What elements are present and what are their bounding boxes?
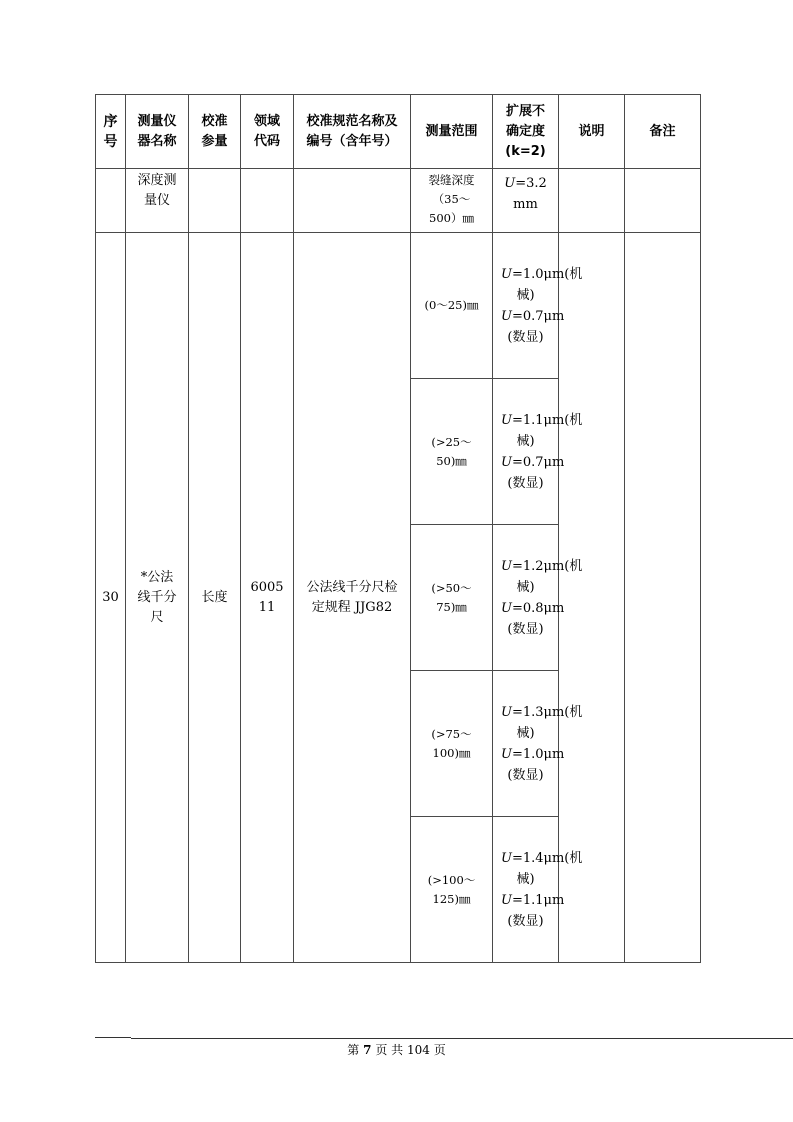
cell-uncertainty	[493, 233, 583, 379]
u-symbol: U	[501, 454, 512, 470]
cell-remark-empty	[625, 233, 701, 963]
cell-instrument: *公法线千分尺	[126, 233, 189, 963]
cell-spec: 公法线千分尺检定规程 JJG82	[294, 233, 411, 963]
cell-field-code: 600511	[241, 233, 294, 963]
cell-spec-empty	[294, 169, 411, 233]
table-row-continued	[96, 169, 701, 233]
page-suffix: 页	[433, 1043, 446, 1057]
u-symbol: U	[501, 892, 512, 908]
cell-range: (>50～75)㎜	[411, 525, 493, 671]
cell-seq-empty	[96, 169, 126, 233]
cell-remark-empty	[625, 169, 701, 233]
page-middle: 页 共	[375, 1043, 404, 1057]
calibration-table	[95, 94, 701, 963]
table-row-30-a	[96, 233, 701, 379]
cell-instrument: 深度测量仪	[126, 169, 189, 233]
u-symbol: U	[501, 704, 512, 720]
u-symbol: U	[501, 746, 512, 762]
u-symbol: U	[504, 176, 516, 191]
uncertainty-digital: =0.7μm (数显)	[507, 308, 565, 345]
cell-field-code-empty	[241, 169, 294, 233]
header-uncertainty: 扩展不确定度(k=2)	[493, 95, 559, 169]
cell-range: (>25～50)㎜	[411, 379, 493, 525]
header-parameter: 校准参量	[189, 95, 241, 169]
cell-uncertainty	[493, 525, 583, 671]
u-symbol: U	[501, 412, 512, 428]
footer-divider-left	[95, 1037, 131, 1038]
cell-uncertainty	[493, 379, 583, 525]
cell-range: (>75～100)㎜	[411, 671, 493, 817]
header-spec: 校准规范名称及编号（含年号）	[294, 95, 411, 169]
uncertainty-digital: =1.0μm (数显)	[507, 746, 565, 783]
u-symbol: U	[501, 266, 512, 282]
cell-parameter: 长度	[189, 233, 241, 963]
header-row	[96, 95, 701, 169]
cell-range	[411, 169, 493, 233]
uncertainty-digital: =0.8μm (数显)	[507, 600, 565, 637]
page-prefix: 第	[347, 1043, 360, 1057]
cell-uncertainty	[493, 817, 583, 963]
header-note: 说明	[559, 95, 625, 169]
header-remark: 备注	[625, 95, 701, 169]
uncertainty-digital: =0.7μm (数显)	[507, 454, 565, 491]
page-number	[0, 1041, 793, 1058]
u-symbol: U	[501, 558, 512, 574]
header-field-code: 领域代码	[241, 95, 294, 169]
range-text: 裂缝深度（35～500）㎜	[428, 173, 475, 225]
uncertainty-mech: =1.0μm(机械)	[511, 266, 583, 303]
cell-uncertainty	[493, 671, 583, 817]
u-symbol: U	[501, 600, 512, 616]
cell-uncertainty	[493, 169, 559, 233]
uncertainty-digital: =1.1μm (数显)	[507, 892, 565, 929]
uncertainty-mech: =1.1μm(机械)	[511, 412, 583, 449]
page-total: 104	[406, 1043, 430, 1057]
u-symbol: U	[501, 850, 512, 866]
header-range: 测量范围	[411, 95, 493, 169]
header-instrument: 测量仪器名称	[126, 95, 189, 169]
uncertainty-mech: =1.2μm(机械)	[511, 558, 583, 595]
u-symbol: U	[501, 308, 512, 324]
cell-range: (>100～125)㎜	[411, 817, 493, 963]
cell-seq: 30	[96, 233, 126, 963]
footer-divider	[131, 1038, 793, 1039]
uncertainty-value: =3.2 mm	[513, 176, 547, 212]
uncertainty-mech: =1.3μm(机械)	[511, 704, 583, 741]
page-current: 7	[363, 1043, 372, 1057]
header-seq: 序号	[96, 95, 126, 169]
cell-parameter-empty	[189, 169, 241, 233]
uncertainty-mech: =1.4μm(机械)	[511, 850, 583, 887]
cell-range: (0～25)㎜	[411, 233, 493, 379]
cell-note-empty	[559, 169, 625, 233]
